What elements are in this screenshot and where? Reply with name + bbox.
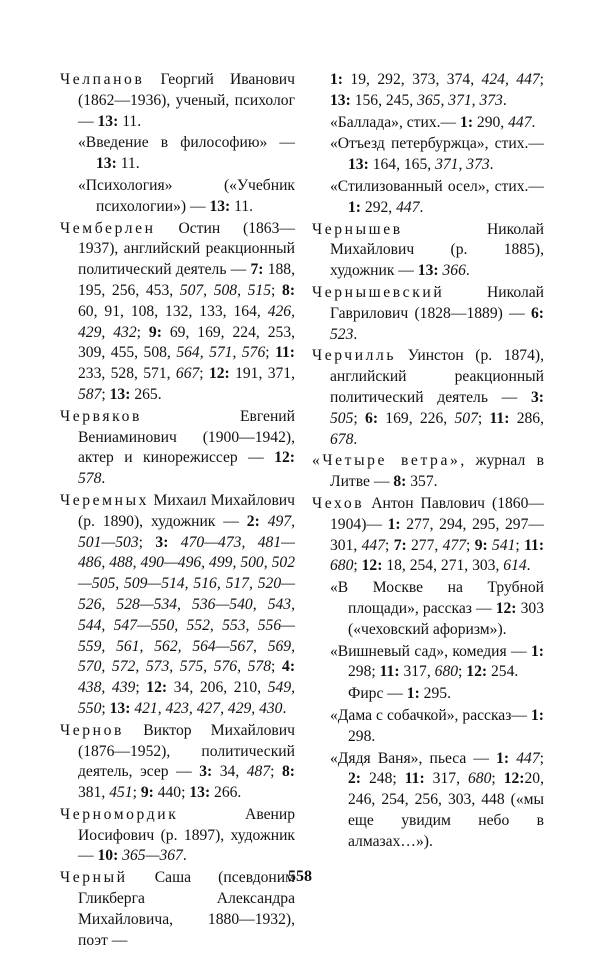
work-entry: «Стилизованный осел», стих.— 1: 292, 447.: [330, 177, 544, 216]
index-entry-chetyre-vetra: «Четыре ветра», журнал в Литве — 8: 357.: [312, 452, 544, 491]
headword: Челпанов: [60, 71, 145, 88]
headword: Черчилль: [312, 347, 397, 365]
headword: Черномордик: [60, 805, 179, 823]
index-entry-chernyshev: Чернышев Николай Михайлович (р. 1885), художник — 13: 366.: [312, 220, 544, 280]
index-entry-chernyshevsky: Чернышевский Николай Гаврилович (1828—1889) — 6: 523.: [312, 283, 544, 343]
index-entry-chernov: Чернов Виктор Михайлович (1876—1952), политический деятель, эсер — 3: 34, 487; 8: 381, 451; 9: 440; 13: 266.: [60, 721, 295, 802]
work-entry: «Отъезд петербуржца», стих.— 13: 164, 165, 371, 373.: [330, 135, 544, 174]
character-entry: Фирс — 1: 295.: [348, 685, 451, 703]
work-entry: «В Москве на Трубной площади», рассказ — 12: 303 («чеховский афоризм»).: [330, 579, 544, 638]
headword: Чехов: [312, 494, 365, 512]
page-number: 558: [288, 868, 312, 885]
work-entry: «Баллада», стих.— 1: 290, 447.: [330, 113, 536, 131]
work-entry: «Введение в философию» — 13: 11.: [78, 134, 295, 173]
headword: Червяков: [60, 407, 142, 425]
work-entry: «Дядя Ваня», пьеса — 1: 447; 2: 248; 11: 317, 680; 12:20, 246, 254, 256, 303, 448 («мы еще увидим небо в алмазах…»).: [330, 749, 544, 850]
headword: Чемберлен: [60, 219, 156, 237]
index-entry-continuation: 1: 19, 292, 373, 374, 424, 447; 13: 156, 245, 365, 371, 373.: [330, 71, 545, 109]
index-entry-chelpanov: Челпанов Георгий Иванович (1862—1936), ученый, психолог — 13: 11.: [60, 71, 295, 130]
work-entry: «Дама с собачкой», рассказ— 1: 298.: [330, 706, 544, 745]
index-entry-chernomordik: Черномордик Авенир Иосифович (р. 1897), художник — 10: 365—367.: [60, 805, 295, 865]
headword: Черный: [60, 869, 128, 887]
headword: Чернышевский: [312, 283, 445, 301]
headword: Чернов: [60, 721, 124, 739]
headword: Черемных: [60, 491, 150, 509]
index-entry-chekhov: Чехов Антон Павлович (1860—1904)— 1: 277, 294, 295, 297—301, 447; 7: 277, 477; 9: 541; 11: 680; 12: 18, 254, 271, 303, 614.: [312, 494, 545, 575]
index-entry-churchill: Черчилль Уинстон (р. 1874), английский реакционный политический деятель — 3: 505; 6: 169, 226, 507; 11: 286, 678.: [312, 347, 544, 448]
index-entry-cherny: Черный Саша (псевдоним Гликберга Александра Михайловича, 1880—1932), поэт —: [60, 869, 295, 949]
index-entry-chemberlen: Чемберлен Остин (1863—1937), английский реакционный политический деятель — 7: 188, 195, 256, 453, 507, 508, 515; 8: 60, 91, 108, 132, 133, 164, 426, 429, 432; 9: 69, 169, 224, 253, 309, 455, 508, 564, 571, 576; 11: 233, 528, 571, 667; 12: 191, 371, 587; 13: 265.: [60, 219, 296, 403]
index-entry-chervyakov: Червяков Евгений Вениаминович (1900—1942), актер и кинорежиссер — 12: 578.: [60, 407, 295, 488]
work-entry: «Вишневый сад», комедия — 1: 298; 11: 317, 680; 12: 254.: [330, 642, 544, 681]
work-entry: «Психология» («Учебник психологии») — 13: 11.: [78, 176, 295, 215]
right-column: [312, 70, 544, 853]
headword: «Четыре ветра»: [312, 452, 461, 470]
left-column: [60, 70, 295, 952]
index-entry-cheremnykh: Черемных Михаил Михайлович (р. 1890), художник — 2: 497, 501—503; 3: 470—473, 481—486, 488, 490—496, 499, 500, 502—505, 509—514, 516, 517, 520—526, 528—534, 536—540, 543, 544, 547—550, 552, 553, 556—559, 561, 562, 564—567, 569, 570, 572, 573, 575, 576, 578; 4: 438, 439; 12: 34, 206, 210, 549, 550; 13: 421, 423, 427, 429, 430.: [60, 491, 296, 717]
headword: Чернышев: [312, 220, 403, 238]
